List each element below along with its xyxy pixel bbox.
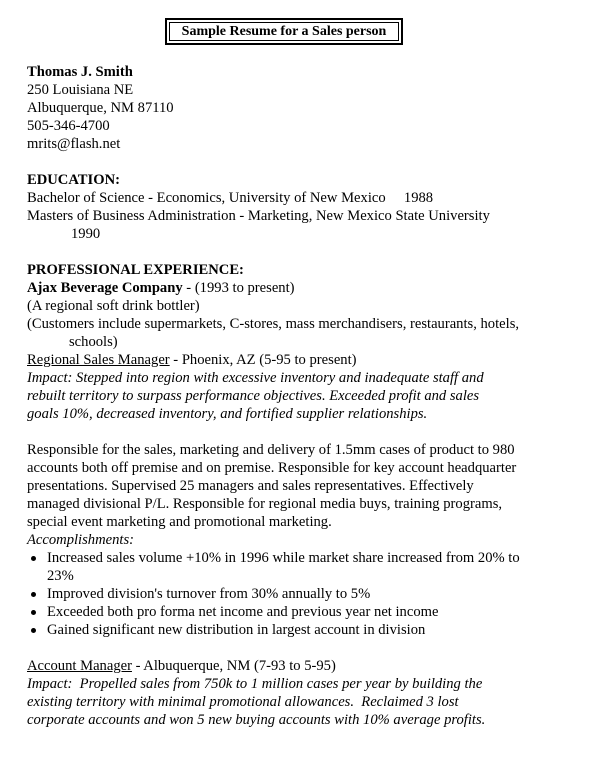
company-line xyxy=(27,279,587,297)
company-dates: - (1993 to present) xyxy=(182,280,295,296)
role2-impact-line: existing territory with minimal promotional allowances. Reclaimed 3 lost xyxy=(27,694,459,710)
role2-impact-line: Impact: Propelled sales from 750k to 1 million cases per year by building the xyxy=(27,676,483,692)
accomplishments-list xyxy=(27,549,587,639)
contact-email: mrits@flash.net xyxy=(27,136,121,152)
role1-header xyxy=(27,351,587,369)
role1-resp-line: accounts both off premise and on premise. Responsible for key account headquarter xyxy=(27,460,517,476)
role2-impact-line: corporate accounts and won 5 new buying accounts with 10% average profits. xyxy=(27,712,486,728)
role1-resp-line: managed divisional P/L. Responsible for regional media buys, training programs, xyxy=(27,496,503,512)
role1-impact-line: goals 10%, decreased inventory, and fortified supplier relationships. xyxy=(27,406,428,422)
list-item xyxy=(27,603,587,621)
list-item-text: Gained significant new distribution in largest account in division xyxy=(47,622,426,638)
role1-resp-line: special event marketing and promotional marketing. xyxy=(27,514,332,530)
role1-impact-line: rebuilt territory to surpass performance objectives. Exceeded profit and sales xyxy=(27,388,480,404)
role1-title: Regional Sales Manager xyxy=(27,352,170,368)
list-item xyxy=(27,621,587,639)
list-item-text-cont: 23% xyxy=(47,568,74,584)
education-heading: EDUCATION: xyxy=(27,172,120,188)
title-box xyxy=(165,18,403,45)
bullet-icon xyxy=(31,628,36,633)
bullet-icon xyxy=(31,556,36,561)
contact-phone: 505-346-4700 xyxy=(27,118,110,134)
bullet-icon xyxy=(31,610,36,615)
bullet-icon xyxy=(31,592,36,597)
accomplishments-label: Accomplishments: xyxy=(27,532,134,548)
customers-line-1: (Customers include supermarkets, C-stores, mass merchandisers, restaurants, hotels, xyxy=(27,316,520,332)
resume-title: Sample Resume for a Sales person xyxy=(169,22,399,41)
role1-impact-line: Impact: Stepped into region with excessive inventory and inadequate staff and xyxy=(27,370,484,386)
list-item-text: Improved division's turnover from 30% annually to 5% xyxy=(47,586,371,602)
role2-header xyxy=(27,657,587,675)
contact-city: Albuquerque, NM 87110 xyxy=(27,100,174,116)
role1-resp-line: presentations. Supervised 25 managers and sales representatives. Effectively xyxy=(27,478,474,494)
list-item xyxy=(27,585,587,603)
role2-title: Account Manager xyxy=(27,658,132,674)
role2-detail: - Albuquerque, NM (7-93 to 5-95) xyxy=(131,658,336,674)
contact-name: Thomas J. Smith xyxy=(27,64,133,80)
customers-line-2: schools) xyxy=(69,334,118,350)
list-item-text: Increased sales volume +10% in 1996 while market share increased from 20% to xyxy=(47,550,520,566)
education-line-2-year: 1990 xyxy=(71,226,101,242)
experience-block xyxy=(27,261,587,729)
education-line-1: Bachelor of Science - Economics, University of New Mexico 1988 xyxy=(27,190,434,206)
education-line-2: Masters of Business Administration - Marketing, New Mexico State University xyxy=(27,208,490,224)
role1-detail: - Phoenix, AZ (5-95 to present) xyxy=(169,352,357,368)
contact-block xyxy=(27,63,587,153)
company-description: (A regional soft drink bottler) xyxy=(27,298,200,314)
list-item-text: Exceeded both pro forma net income and previous year net income xyxy=(47,604,439,620)
education-block xyxy=(27,171,587,243)
company-name: Ajax Beverage Company xyxy=(27,280,183,296)
role1-resp-line: Responsible for the sales, marketing and delivery of 1.5mm cases of product to 980 xyxy=(27,442,515,458)
list-item xyxy=(27,549,587,585)
experience-heading: PROFESSIONAL EXPERIENCE: xyxy=(27,262,244,278)
contact-street: 250 Louisiana NE xyxy=(27,82,134,98)
